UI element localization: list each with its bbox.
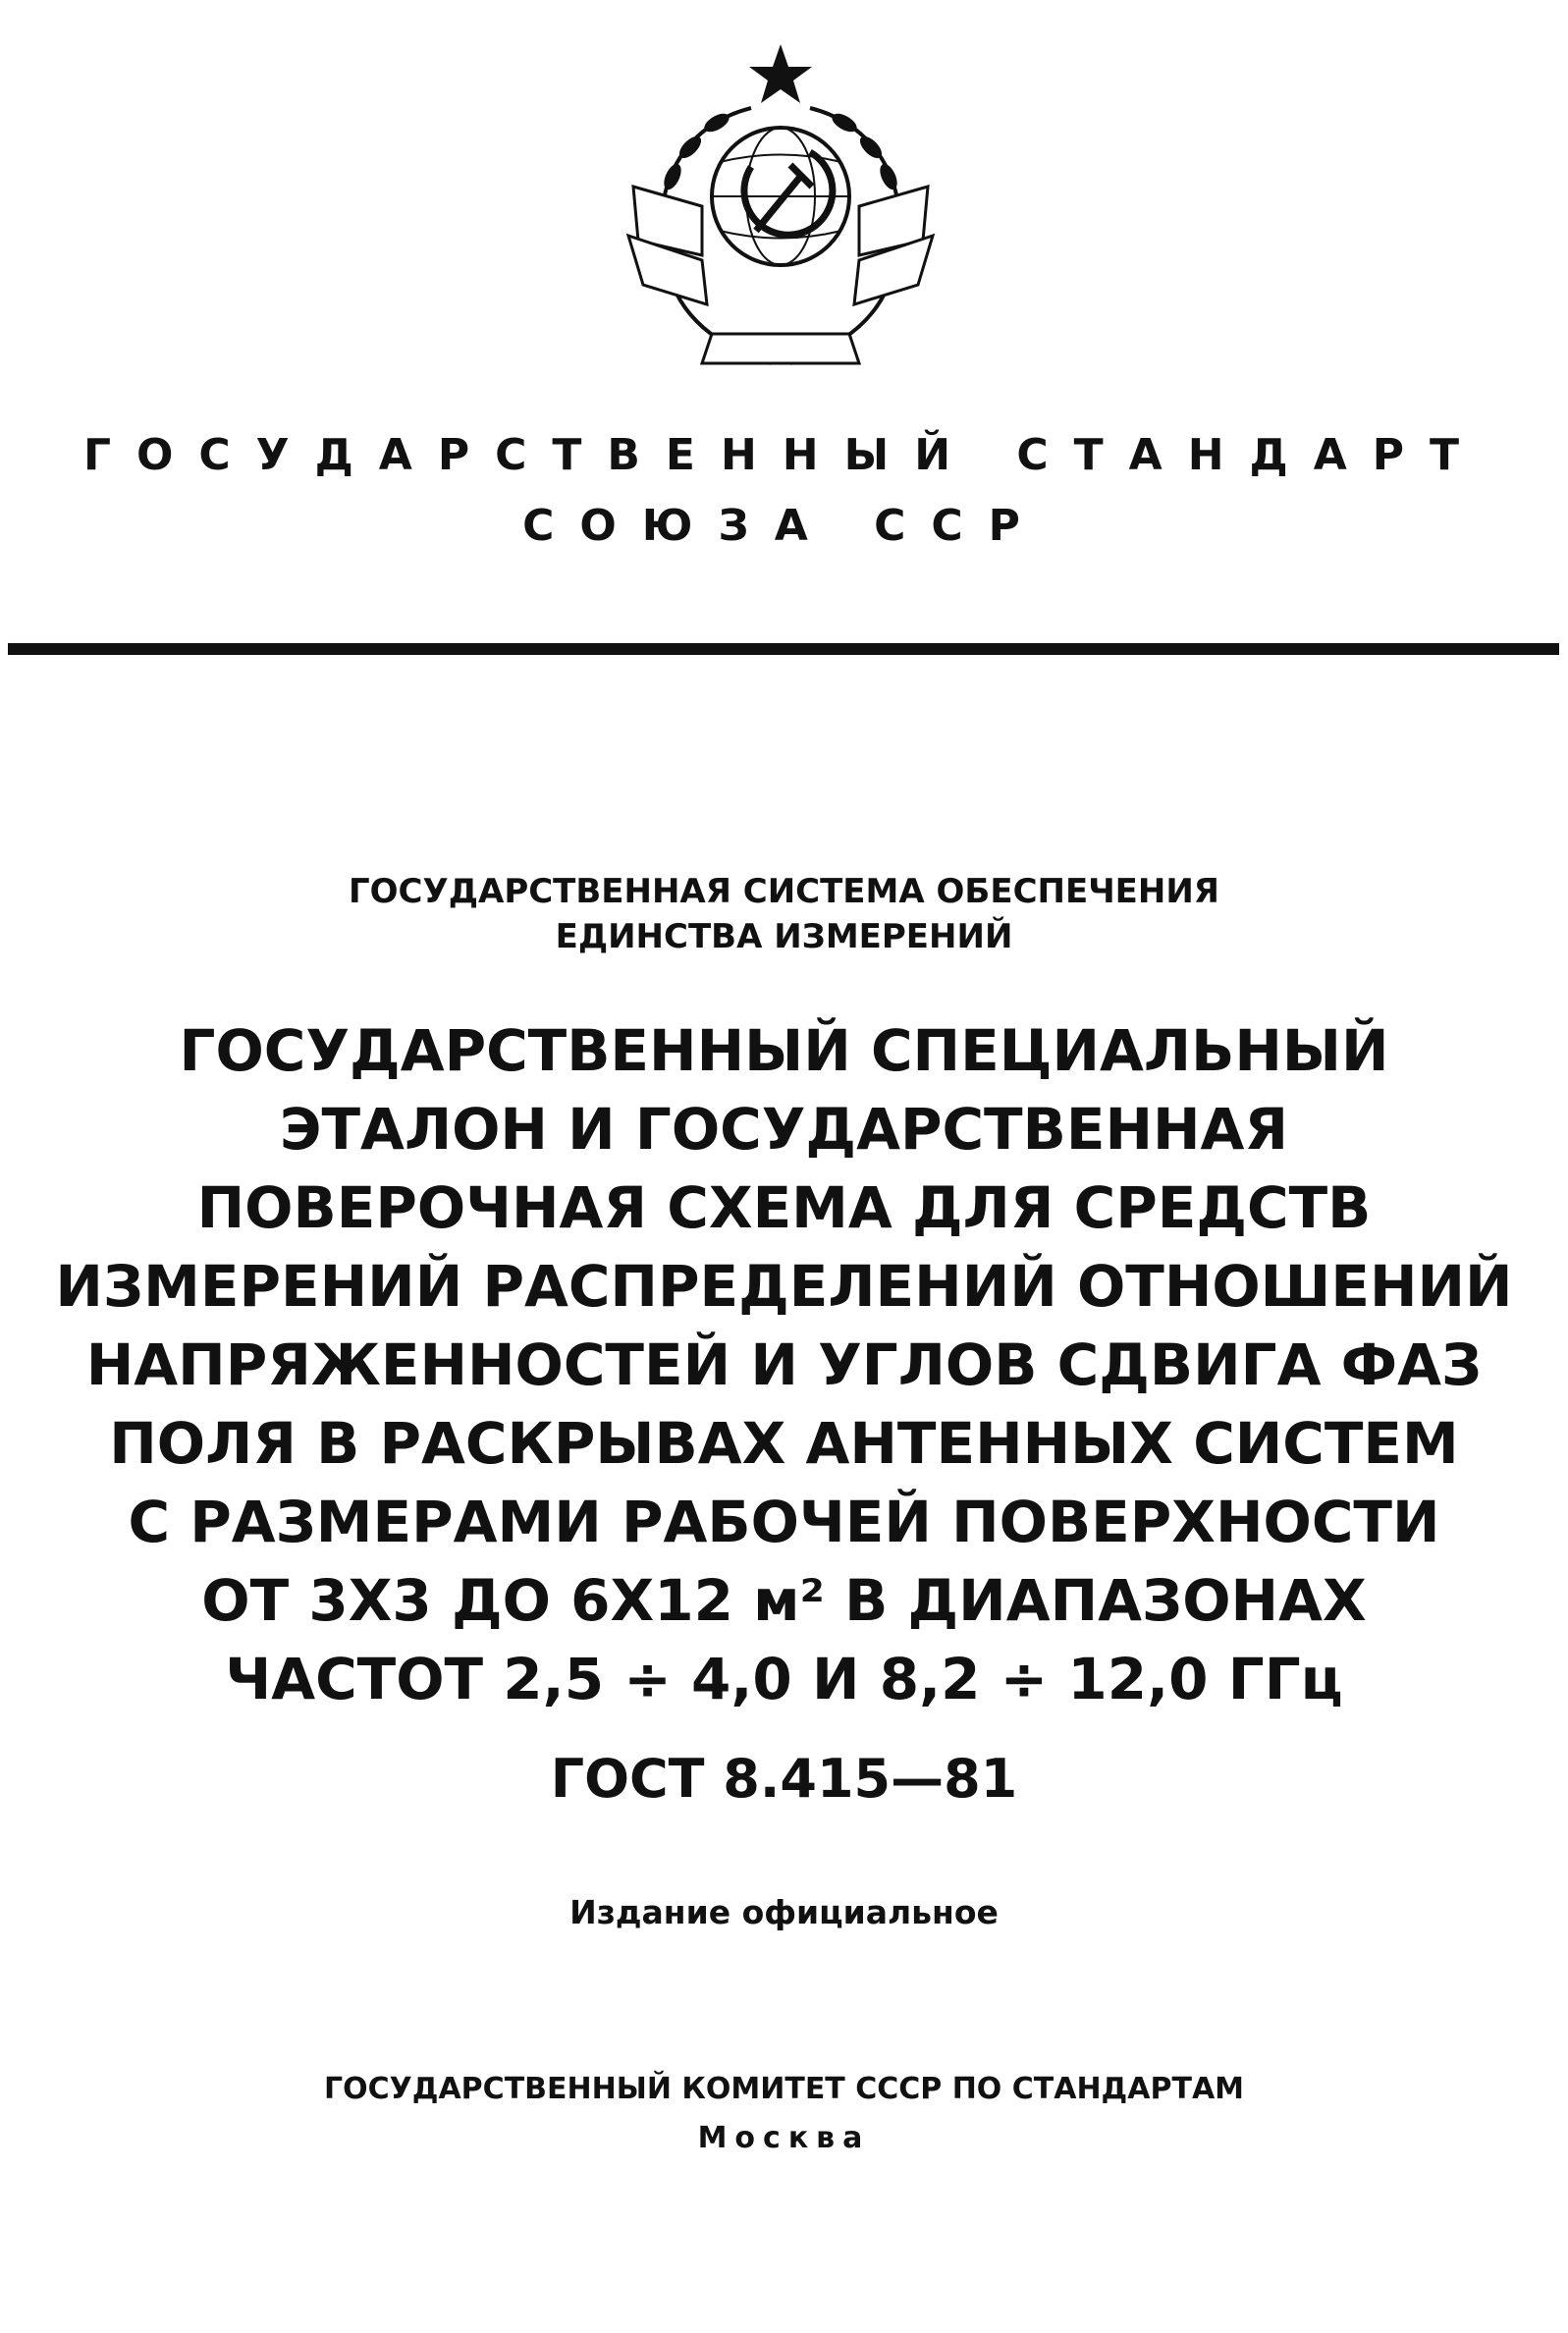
title-line: ПОВЕРОЧНАЯ СХЕМА ДЛЯ СРЕДСТВ [196, 1174, 1372, 1241]
title-line: ЧАСТОТ 2,5 ÷ 4,0 И 8,2 ÷ 12,0 ГГц [225, 1646, 1343, 1712]
title-line: ГОСУДАРСТВЕННЫЙ СПЕЦИАЛЬНЫЙ [179, 1017, 1389, 1084]
title-line: ПОЛЯ В РАСКРЫВАХ АНТЕННЫХ СИСТЕМ [109, 1410, 1459, 1477]
ussr-emblem [604, 39, 957, 393]
title-line: НАПРЯЖЕННОСТЕЙ И УГЛОВ СДВИГА ФАЗ [85, 1331, 1483, 1398]
publisher: ГОСУДАРСТВЕННЫЙ КОМИТЕТ СССР ПО СТАНДАРТАМ [323, 2072, 1245, 2106]
city: Москва [697, 2121, 871, 2155]
document-title [0, 1011, 1568, 1718]
title-line: С РАЗМЕРАМИ РАБОЧЕЙ ПОВЕРХНОСТИ [128, 1489, 1440, 1555]
standard-title-line2: СОЮЗА ССР [522, 501, 1046, 551]
system-title-line: ГОСУДАРСТВЕННАЯ СИСТЕМА ОБЕСПЕЧЕНИЯ [348, 872, 1219, 911]
standard-title-line1: ГОСУДАРСТВЕННЫЙ СТАНДАРТ [82, 430, 1486, 480]
divider [8, 643, 1559, 655]
system-title [0, 869, 1568, 959]
star-icon [749, 44, 812, 103]
edition-label: Издание официальное [569, 1893, 999, 1931]
system-title-line: ЕДИНСТВА ИЗМЕРЕНИЙ [555, 917, 1013, 956]
title-line: ИЗМЕРЕНИЙ РАСПРЕДЕЛЕНИЙ ОТНОШЕНИЙ [55, 1253, 1513, 1320]
gost-number: ГОСТ 8.415—81 [550, 1748, 1018, 1810]
title-line: ЭТАЛОН И ГОСУДАРСТВЕННАЯ [279, 1096, 1289, 1163]
title-line: ОТ 3Х3 ДО 6Х12 м² В ДИАПАЗОНАХ [201, 1567, 1367, 1634]
